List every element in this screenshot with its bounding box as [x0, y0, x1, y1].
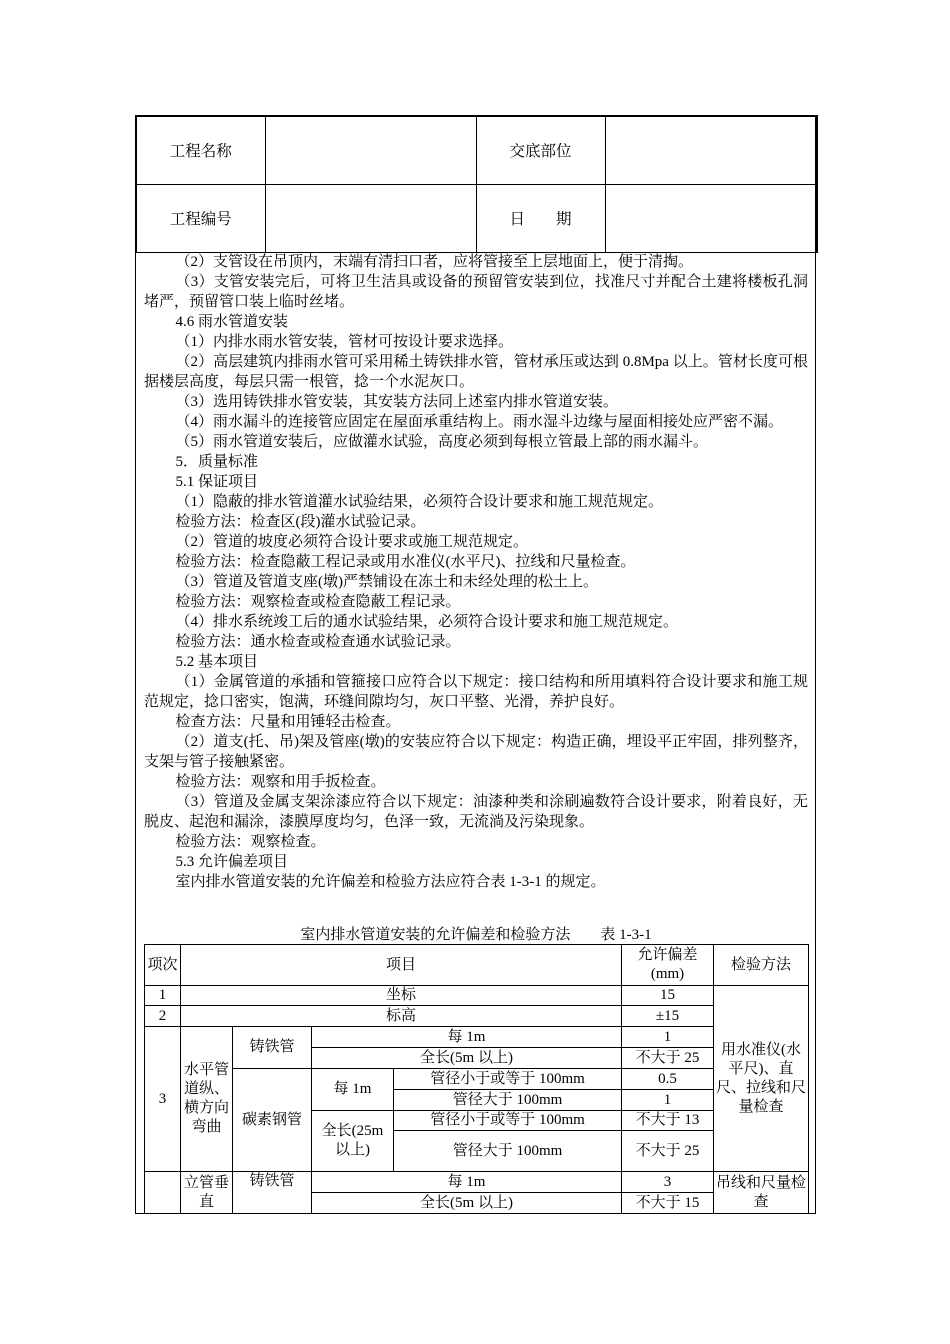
- paragraph: 检验方法：检查隐蔽工程记录或用水准仪(水平尺)、拉线和尺量检查。: [175, 554, 636, 570]
- material-carbon-steel: 碳素钢管: [233, 1069, 312, 1172]
- diameter: 管径小于或等于 100mm: [394, 1111, 622, 1131]
- table-caption: [144, 925, 808, 945]
- paragraph: （2）高层建筑内排雨水管可采用稀土铸铁排水管，管材承压或达到 0.8Mpa 以上。管材长度可根据楼层高度，每层只需一根管，捻一个水泥灰口。: [144, 354, 808, 390]
- row-tolerance: 3: [622, 1172, 714, 1193]
- material-cast-iron: 铸铁管: [233, 1027, 312, 1069]
- paragraph: （2）支管设在吊顶内，末端有清扫口者，应将管接至上层地面上，便于清掏。: [175, 254, 694, 270]
- group-vertical: 立管垂直: [181, 1172, 233, 1214]
- table-number: 表 1-3-1: [600, 927, 652, 943]
- sub-item: 每 1m: [312, 1027, 622, 1048]
- row-tolerance: 不大于 15: [622, 1193, 714, 1214]
- col-header-method: 检验方法: [714, 945, 809, 986]
- section-heading: 5.3 允许偏差项目: [175, 854, 289, 870]
- paragraph: （4）雨水漏斗的连接管应固定在屋面承重结构上。雨水湿斗边缘与屋面相接处应严密不漏。: [175, 414, 784, 430]
- section-heading: 5.1 保证项目: [175, 474, 259, 490]
- group-horizontal: 水平管道纵、横方向弯曲: [181, 1027, 233, 1172]
- row-no: 1: [145, 986, 181, 1006]
- project-name-label: 工程名称: [136, 116, 265, 184]
- row-tolerance: 不大于 25: [622, 1131, 714, 1172]
- deviation-table: [144, 944, 809, 1214]
- row-no: 2: [145, 1006, 181, 1027]
- row-tolerance: 1: [622, 1090, 714, 1111]
- row-item: 坐标: [181, 986, 622, 1006]
- row-tolerance: 不大于 13: [622, 1111, 714, 1131]
- material-cast-iron: 铸铁管: [233, 1172, 312, 1214]
- row-item: 标高: [181, 1006, 622, 1027]
- paragraph: （3）管道及管道支座(墩)严禁铺设在冻土和未经处理的松土上。: [175, 574, 598, 590]
- paragraph: （5）雨水管道安装后，应做灌水试验，高度必须到每根立管最上部的雨水漏斗。: [175, 434, 709, 450]
- project-no-value: [265, 184, 476, 252]
- row-tolerance: 不大于 25: [622, 1048, 714, 1069]
- date-label: 日 期: [476, 184, 605, 252]
- diameter: 管径小于或等于 100mm: [394, 1069, 622, 1090]
- paragraph: （1）内排水雨水管安装，管材可按设计要求选择。: [175, 334, 514, 350]
- col-header-item: 项目: [181, 945, 622, 986]
- diameter: 管径大于 100mm: [394, 1131, 622, 1172]
- row-no: [145, 1172, 181, 1214]
- sub-item: 全长(5m 以上): [312, 1048, 622, 1069]
- paragraph: （1）隐蔽的排水管道灌水试验结果，必须符合设计要求和施工规范规定。: [175, 494, 664, 510]
- body-text: [144, 252, 808, 892]
- paragraph: （2）管道的坡度必须符合设计要求或施工规范规定。: [175, 534, 529, 550]
- table-title: 室内排水管道安装的允许偏差和检验方法: [300, 927, 571, 943]
- sub-item: 全长(25m 以上): [312, 1111, 394, 1172]
- paragraph: 检验方法：观察和用手扳检查。: [175, 774, 386, 790]
- diameter: 管径大于 100mm: [394, 1090, 622, 1111]
- col-header-tolerance: 允许偏差(mm): [622, 945, 714, 986]
- paragraph: （4）排水系统竣工后的通水试验结果，必须符合设计要求和施工规范规定。: [175, 614, 679, 630]
- date-value: [605, 184, 817, 252]
- row-tolerance: 1: [622, 1027, 714, 1048]
- paragraph: （3）管道及金属支架涂漆应符合以下规定：油漆种类和涂刷遍数符合设计要求，附着良好，无脱皮、起泡和漏涂，漆膜厚度均匀，色泽一致，无流淌及污染现象。: [144, 794, 808, 830]
- project-name-value: [265, 116, 476, 184]
- row-no: 3: [145, 1027, 181, 1172]
- paragraph: （3）选用铸铁排水管安装，其安装方法同上述室内排水管道安装。: [175, 394, 619, 410]
- paragraph: （2）道支(托、吊)架及管座(墩)的安装应符合以下规定：构造正确，埋设平正牢固，排列整齐，支架与管子接触紧密。: [144, 734, 808, 770]
- location-value: [605, 116, 817, 184]
- sub-item: 每 1m: [312, 1172, 622, 1193]
- section-heading: 4.6 雨水管道安装: [175, 314, 289, 330]
- paragraph: 检验方法：检查区(段)灌水试验记录。: [175, 514, 426, 530]
- row-tolerance: ±15: [622, 1006, 714, 1027]
- row-tolerance: 0.5: [622, 1069, 714, 1090]
- section-heading: 5.2 基本项目: [175, 654, 259, 670]
- sub-item: 每 1m: [312, 1069, 394, 1111]
- row-tolerance: 15: [622, 986, 714, 1006]
- paragraph: 检查方法：尺量和用锤轻击检查。: [175, 714, 401, 730]
- header-table: [135, 115, 818, 253]
- paragraph: 检验方法：通水检查或检查通水试验记录。: [175, 634, 461, 650]
- paragraph: 室内排水管道安装的允许偏差和检验方法应符合表 1-3-1 的规定。: [175, 874, 606, 890]
- paragraph: 检验方法：观察检查或检查隐蔽工程记录。: [175, 594, 461, 610]
- paragraph: （3）支管安装完后，可将卫生洁具或设备的预留管安装到位，找准尺寸并配合土建将楼板孔洞堵严，预留管口装上临时丝堵。: [144, 274, 808, 310]
- method-plumb: 吊线和尺量检查: [714, 1172, 809, 1214]
- location-label: 交底部位: [476, 116, 605, 184]
- project-no-label: 工程编号: [136, 184, 265, 252]
- method-level: 用水准仪(水平尺)、直尺、拉线和尺量检查: [714, 986, 809, 1172]
- paragraph: 检验方法：观察检查。: [175, 834, 326, 850]
- section-heading: 5．质量标准: [175, 454, 259, 470]
- sub-item: 全长(5m 以上): [312, 1193, 622, 1214]
- paragraph: （1）金属管道的承插和管箍接口应符合以下规定：接口结构和所用填料符合设计要求和施工规范规定，捻口密实，饱满，环缝间隙均匀，灰口平整、光滑，养护良好。: [144, 674, 808, 710]
- col-header-no: 项次: [145, 945, 181, 986]
